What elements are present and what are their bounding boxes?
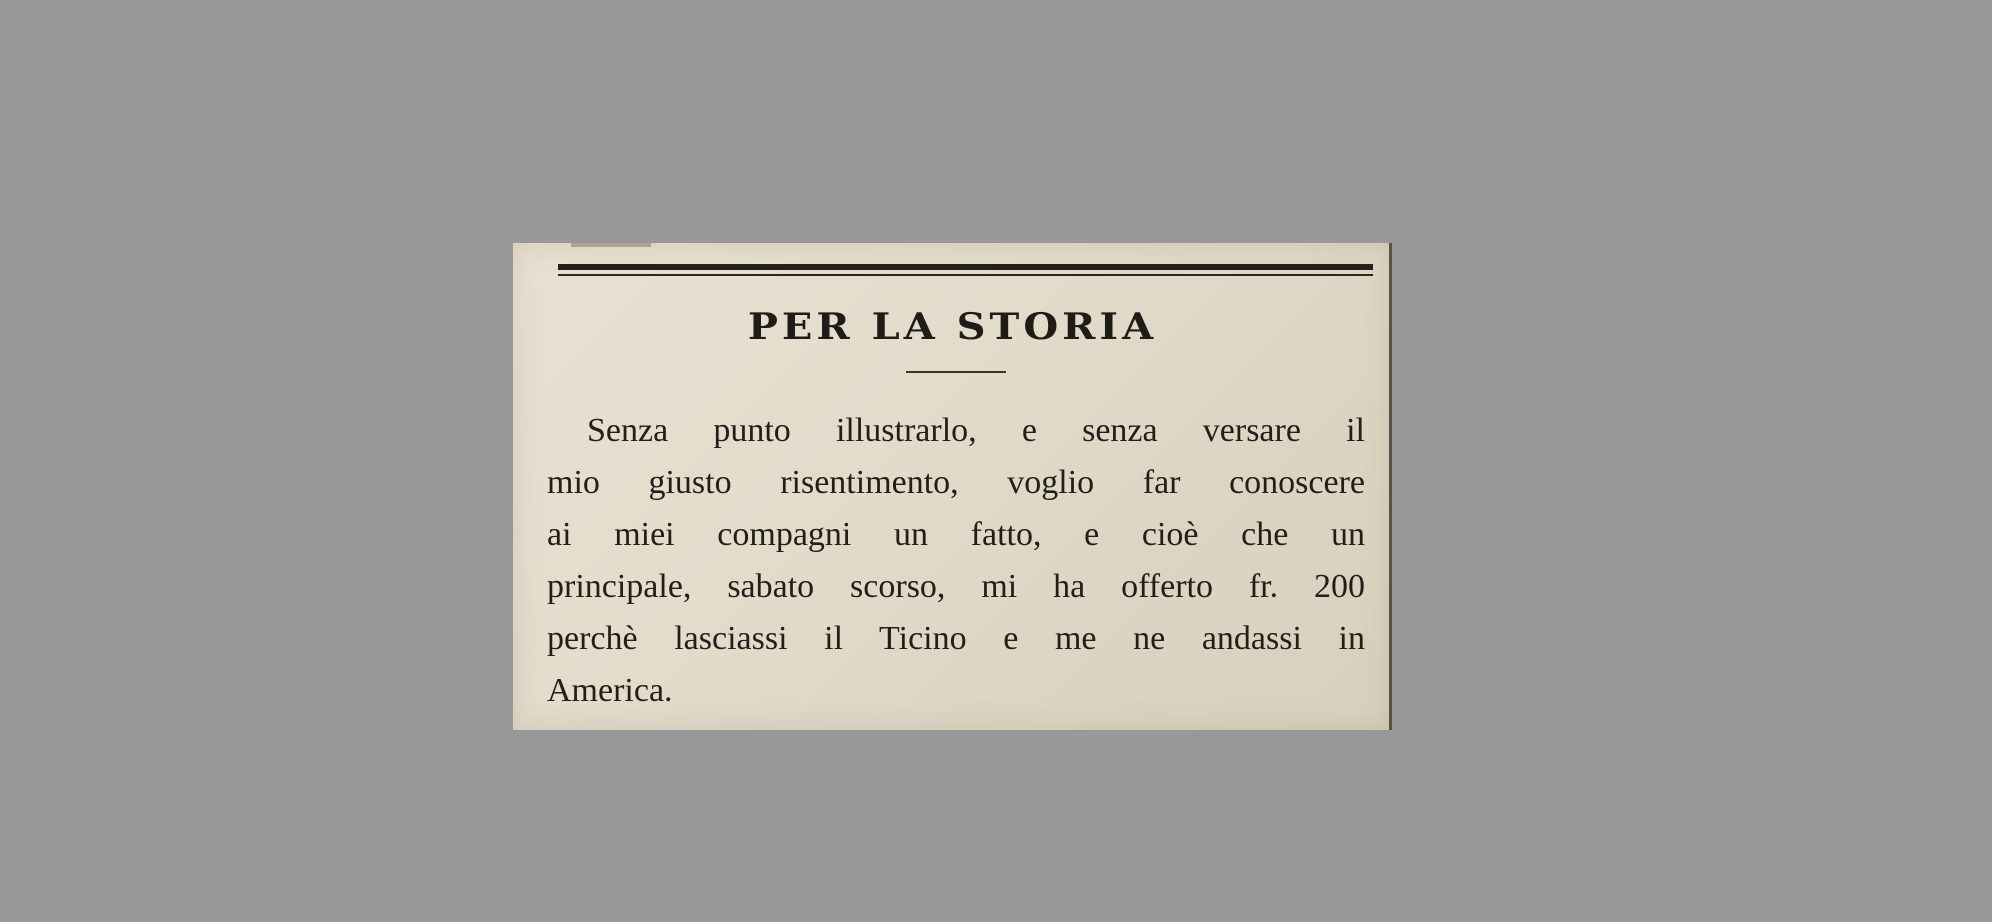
article-headline: PER LA STORIA: [747, 304, 1158, 349]
body-line: perchè lasciassi il Ticino e me ne andassi in: [547, 620, 1365, 657]
body-line: principale, sabato scorso, mi ha offerto fr. 200: [547, 568, 1365, 605]
top-rule-thin: [558, 274, 1373, 276]
article-body: [547, 405, 1365, 717]
body-line: Senza punto illustrarlo, e senza versare il: [587, 412, 1365, 449]
body-line: ai miei compagni un fatto, e cioè che un: [547, 516, 1365, 553]
body-line: mio giusto risentimento, voglio far conoscere: [547, 464, 1365, 501]
top-rule-thick: [558, 264, 1373, 270]
newspaper-clipping: [513, 243, 1392, 730]
torn-edge: [571, 243, 651, 247]
headline-separator: [906, 371, 1006, 373]
body-line: America.: [547, 672, 673, 709]
